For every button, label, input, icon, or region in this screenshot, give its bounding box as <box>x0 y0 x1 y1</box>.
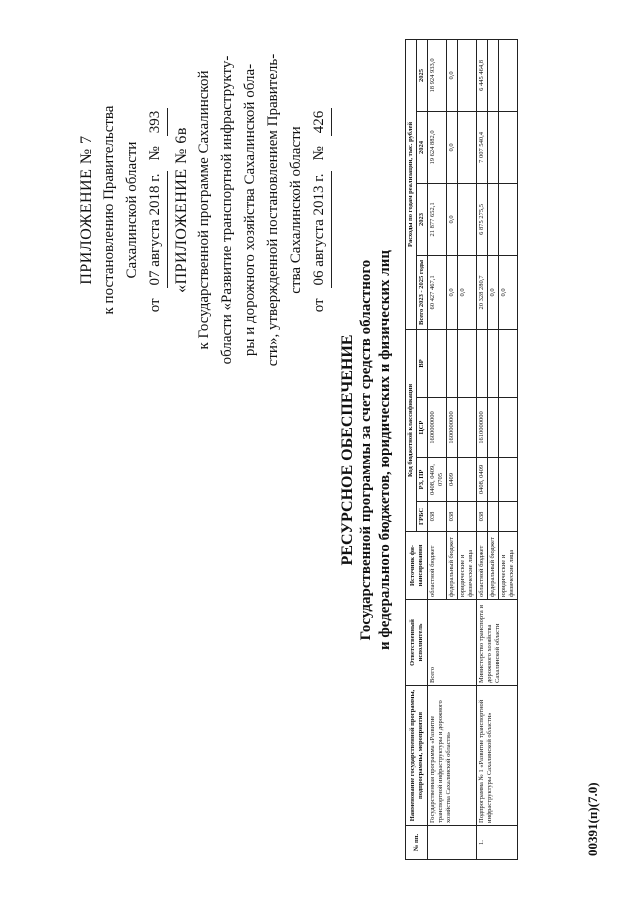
appendix-6-signature-line <box>308 40 332 380</box>
cell-total: 0,0 <box>458 255 477 329</box>
cell-rzpr: 0409 <box>447 458 458 502</box>
cell-csr: 1610000000 <box>477 398 488 458</box>
appendix-6-line4: сти», утвержденной постановлением Правитель- <box>265 53 281 367</box>
cell-2023: 0,0 <box>447 183 458 255</box>
appendix-6-line5: ства Сахалинской области <box>288 126 304 294</box>
appendix-7-title: ПРИЛОЖЕНИЕ № 7 <box>78 135 95 285</box>
appendix-6-block <box>170 40 332 380</box>
cell-rzpr: 0408, 0409 <box>477 458 488 502</box>
appendix-7-number: 393 <box>144 108 168 137</box>
rotated-document <box>20 20 620 880</box>
cell-source: областной бюджет <box>428 532 447 600</box>
cell-2025: 6 445 464,8 <box>477 39 488 111</box>
header-vr: ВР <box>417 329 428 397</box>
table-header-row <box>406 39 417 859</box>
cell-2024: 7 007 540,4 <box>477 111 488 183</box>
appendix-6-date: 06 августа 2013 г. <box>308 171 332 289</box>
header-name: Наименование государственной программы, подпрограммы, мероприятия <box>406 686 428 826</box>
appendix-7-line1: к постановлению Правительства <box>101 105 117 315</box>
header-csr: ЦСР <box>417 398 428 458</box>
cell-num <box>428 826 477 860</box>
appendix-6-line3: ры и дорожного хозяйства Сахалинской обла- <box>242 63 258 357</box>
cell-2024 <box>499 111 518 183</box>
cell-2025 <box>488 39 499 111</box>
title-line3: и федерального бюджетов, юридических и физических лиц <box>377 250 393 651</box>
cell-rzpr <box>458 458 477 502</box>
cell-2023: 21 877 652,1 <box>428 183 447 255</box>
cell-csr <box>458 398 477 458</box>
cell-rzpr: 0408, 0409, 0705 <box>428 458 447 502</box>
cell-rzpr <box>488 458 499 502</box>
appendix-7-from-label: от <box>147 298 163 313</box>
cell-2025 <box>458 39 477 111</box>
cell-2025: 0,0 <box>447 39 458 111</box>
cell-total: 60 427 467,1 <box>428 255 447 329</box>
cell-vr <box>428 329 447 397</box>
appendix-7-signature-line <box>144 40 168 380</box>
cell-2025 <box>499 39 518 111</box>
header-total: Всего 2023 - 2025 годы <box>417 255 428 329</box>
resource-table <box>405 39 518 860</box>
appendix-6-title: «ПРИЛОЖЕНИЕ № 6в <box>173 127 190 293</box>
cell-vr <box>499 329 518 397</box>
appendix-6-number-label: № <box>311 146 327 161</box>
appendix-7-number-label: № <box>147 146 163 161</box>
header-expenses: Расходы по годам реализации, тыс. рублей <box>406 39 417 329</box>
cell-source: федеральный бюджет <box>447 532 458 600</box>
cell-total: 0,0 <box>499 255 518 329</box>
document-title <box>338 120 395 780</box>
table-row <box>477 39 488 859</box>
cell-vr <box>477 329 488 397</box>
cell-num: 1. <box>477 826 518 860</box>
cell-vr <box>458 329 477 397</box>
cell-total: 0,0 <box>488 255 499 329</box>
appendix-6-number: 426 <box>308 108 332 137</box>
cell-2024: 19 624 882,0 <box>428 111 447 183</box>
cell-2025: 18 924 933,0 <box>428 39 447 111</box>
header-num: № пп. <box>406 826 428 860</box>
cell-2024: 0,0 <box>447 111 458 183</box>
cell-source: юридические и физические лица <box>458 532 477 600</box>
cell-vr <box>447 329 458 397</box>
cell-grbs: 038 <box>428 502 447 532</box>
table-row <box>428 39 447 859</box>
cell-csr: 1600000000 <box>428 398 447 458</box>
appendix-6-line2: области «Развитие транспортной инфраструкту- <box>219 55 235 365</box>
cell-csr <box>499 398 518 458</box>
title-line1: РЕСУРСНОЕ ОБЕСПЕЧЕНИЕ <box>339 334 356 566</box>
cell-source: областной бюджет <box>477 532 488 600</box>
cell-2023: 6 875 275,5 <box>477 183 488 255</box>
header-source: Источник фи-нансирования <box>406 532 428 600</box>
appendix-6-line1: к Государственной программе Сахалинской <box>196 70 212 350</box>
cell-grbs <box>499 502 518 532</box>
cell-2023 <box>499 183 518 255</box>
cell-vr <box>488 329 499 397</box>
cell-name: Подпрограмма № 1 «Развитие транспортной инфраструктуры Сахалинской области» <box>477 686 518 826</box>
document-code: 00391(п)(7.0) <box>585 782 600 856</box>
header-2024: 2024 <box>417 111 428 183</box>
cell-source: федеральный бюджет <box>488 532 499 600</box>
cell-2023 <box>488 183 499 255</box>
cell-grbs: 038 <box>477 502 488 532</box>
appendix-7-block <box>75 40 168 380</box>
header-executor: Ответственный исполнитель <box>406 600 428 686</box>
cell-total: 20 328 280,7 <box>477 255 488 329</box>
header-rzpr: РЗ, ПР <box>417 458 428 502</box>
cell-2024 <box>488 111 499 183</box>
cell-grbs <box>488 502 499 532</box>
header-2025: 2025 <box>417 39 428 111</box>
cell-grbs: 038 <box>447 502 458 532</box>
header-2023: 2023 <box>417 183 428 255</box>
cell-executor: Всего <box>428 600 477 686</box>
cell-total: 0,0 <box>447 255 458 329</box>
cell-executor: Министерство транспорта и дорожного хозяйства Сахалинской области <box>477 600 518 686</box>
title-line2: Государственной программы за счет средств областного <box>358 259 374 641</box>
cell-2024 <box>458 111 477 183</box>
cell-csr <box>488 398 499 458</box>
cell-source: юридические и физические лица <box>499 532 518 600</box>
appendix-7-date: 07 августа 2018 г. <box>144 171 168 289</box>
cell-name: Государственная программа «Развитие транспортной инфраструктуры и дорожного хозяйства Сахалинской области» <box>428 686 477 826</box>
appendix-7-line2: Сахалинской области <box>124 141 140 279</box>
appendix-6-from-label: от <box>311 298 327 313</box>
cell-csr: 1600000000 <box>447 398 458 458</box>
cell-2023 <box>458 183 477 255</box>
cell-rzpr <box>499 458 518 502</box>
header-grbs: ГРБС <box>417 502 428 532</box>
header-kbk: Код бюджетной классификации <box>406 329 417 531</box>
cell-grbs <box>458 502 477 532</box>
